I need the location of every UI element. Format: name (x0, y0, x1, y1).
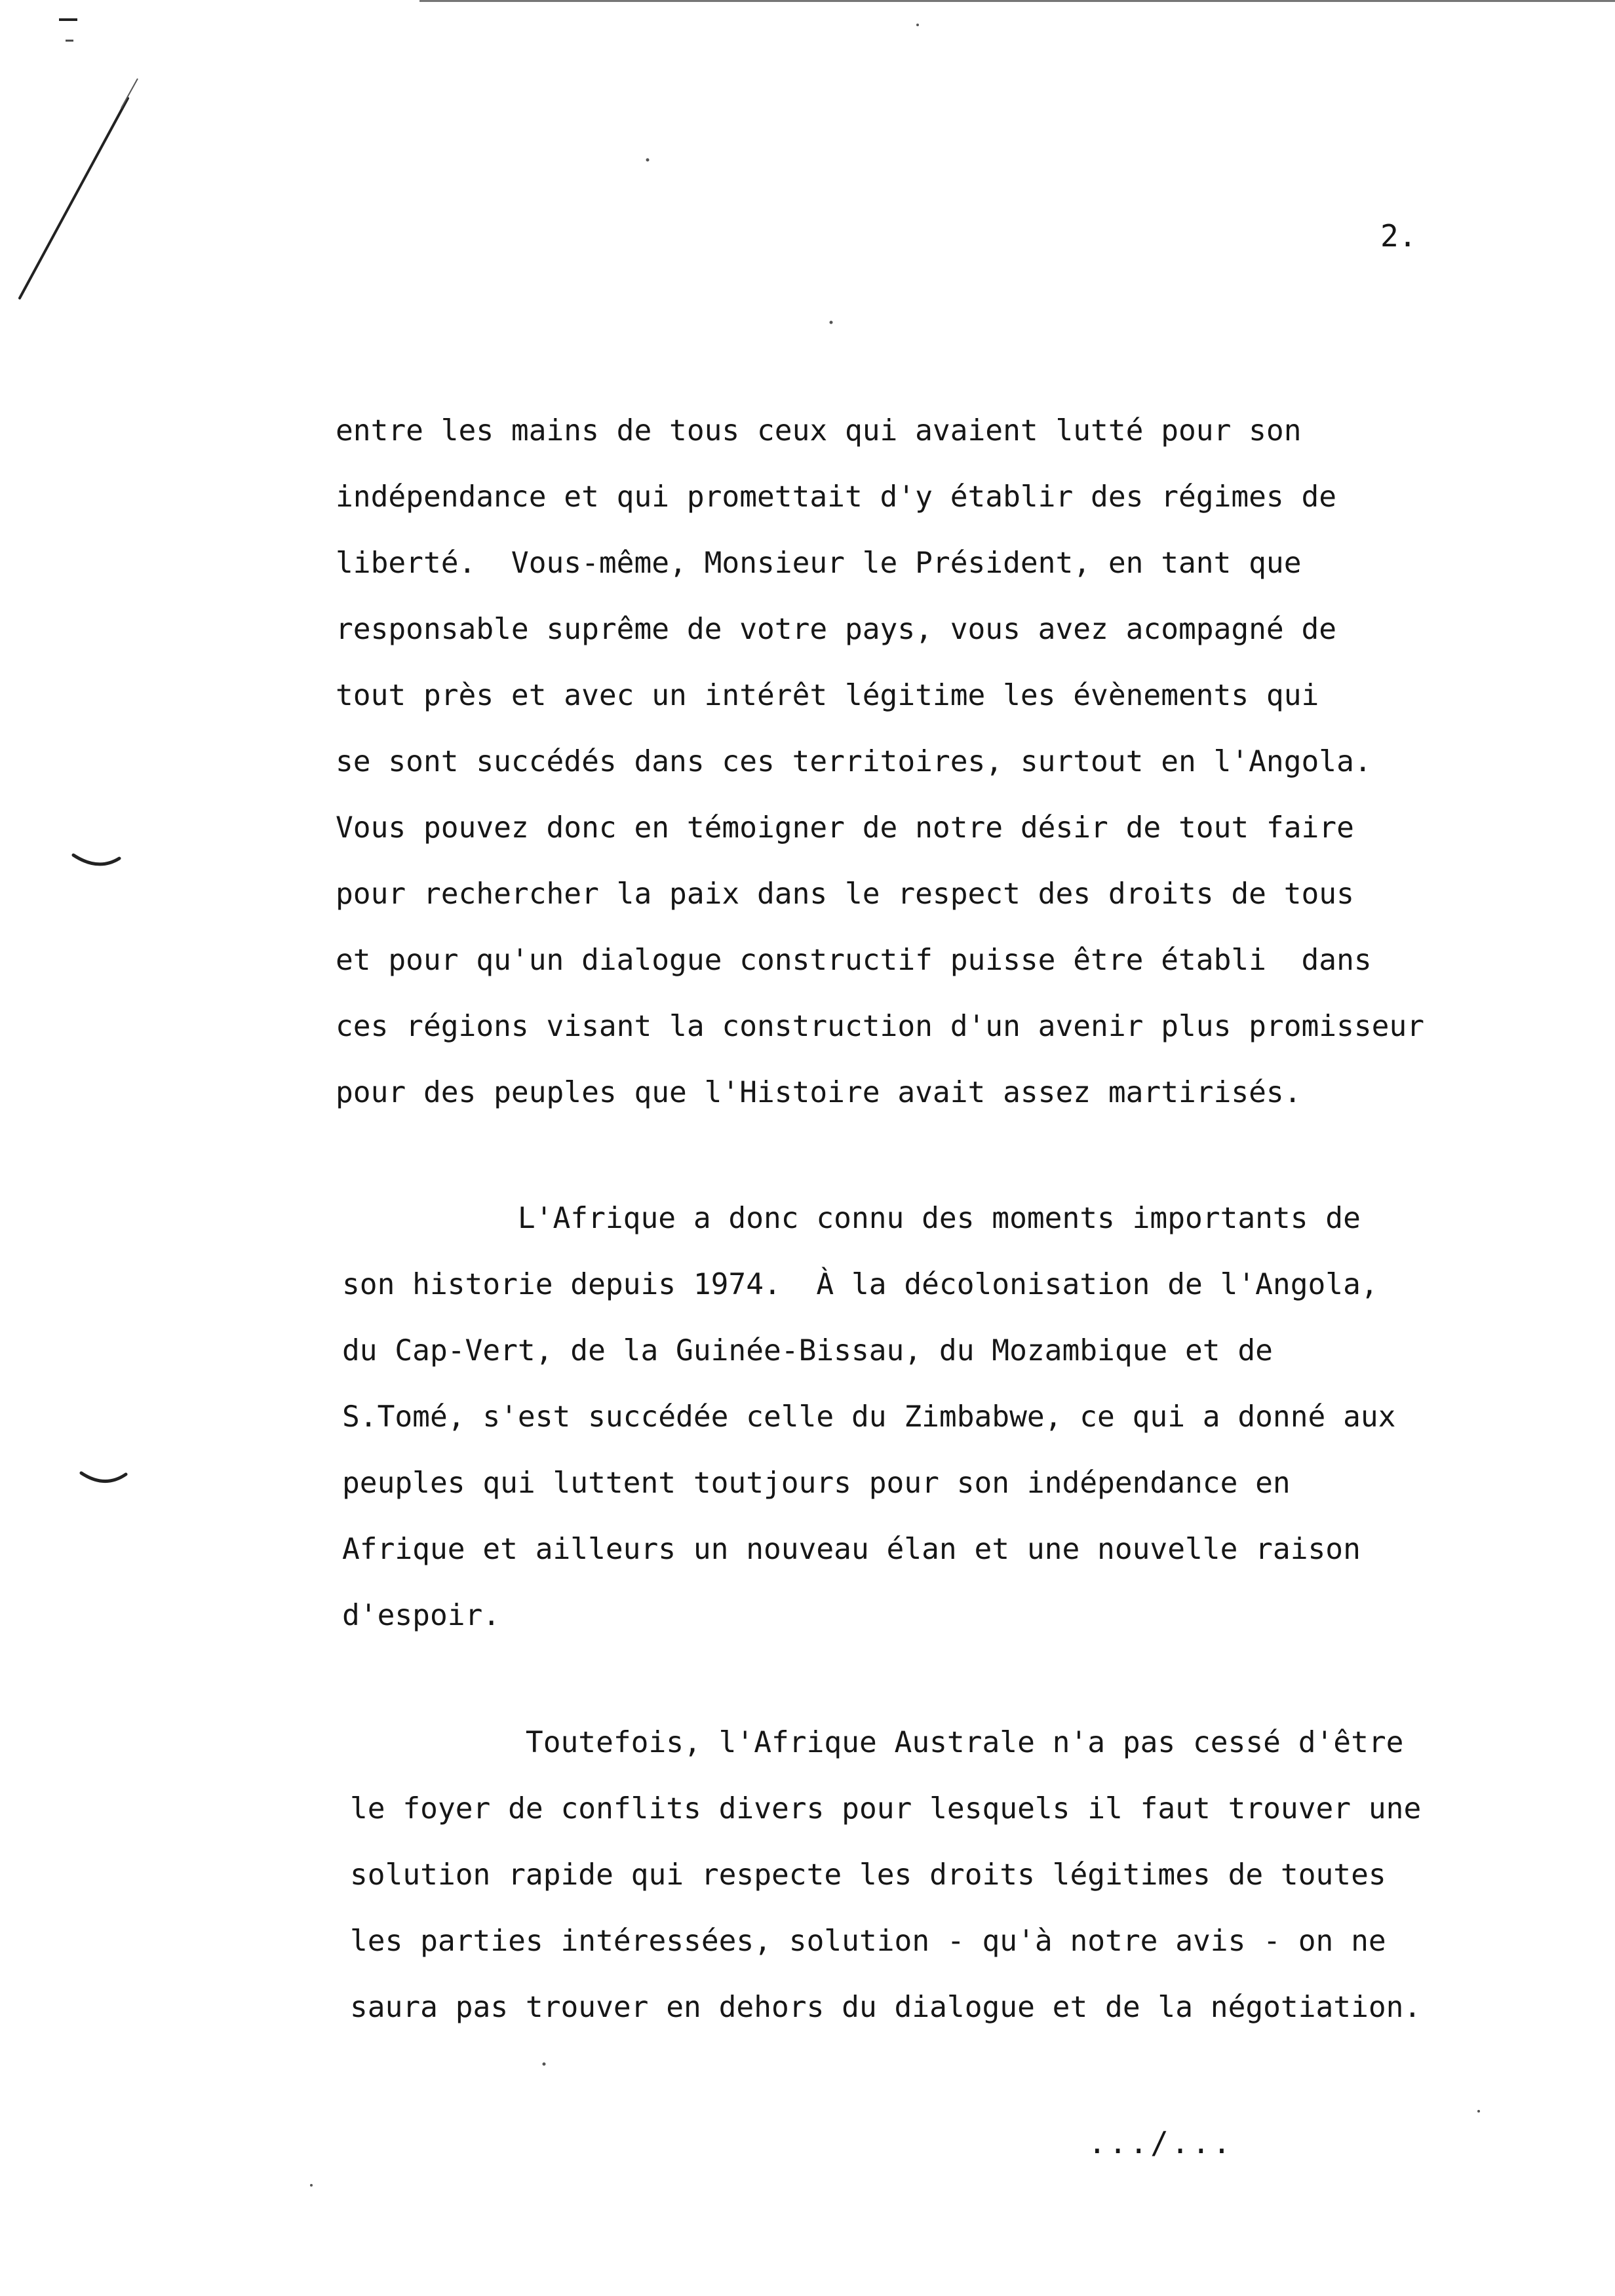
paragraph-1-line: liberté. Vous-même, Monsieur le Président, en tant que (336, 546, 1302, 580)
paragraph-3-line: saura pas trouver en dehors du dialogue et de la négotiation. (350, 1991, 1422, 2024)
speck (830, 321, 833, 324)
paragraph-1-line: pour rechercher la paix dans le respect des droits de tous (336, 877, 1354, 911)
continuation-mark: .../... (1088, 2125, 1234, 2160)
paragraph-2-line: L'Afrique a donc connu des moments importants de (342, 1202, 1361, 1235)
paragraph-2-line: son historie depuis 1974. À la décolonisation de l'Angola, (342, 1268, 1378, 1301)
pen-stroke-mark-tail (121, 79, 138, 108)
speck (916, 24, 919, 26)
page-number: 2. (1380, 218, 1417, 254)
paragraph-1-line: tout près et avec un intérêt légitime les évènements qui (336, 679, 1319, 712)
paragraph-1-line: pour des peuples que l'Histoire avait assez martirisés. (336, 1076, 1302, 1109)
paragraph-2-line: S.Tomé, s'est succédée celle du Zimbabwe, ce qui a donné aux (342, 1400, 1396, 1434)
paragraph-1-line: se sont succédés dans ces territoires, surtout en l'Angola. (336, 745, 1372, 778)
speck (1477, 2110, 1480, 2113)
paragraph-1-line: responsable suprême de votre pays, vous avez acompagné de (336, 613, 1337, 646)
speck (543, 2063, 546, 2066)
paragraph-3-line: solution rapide qui respecte les droits légitimes de toutes (350, 1858, 1386, 1892)
paragraph-1-line: ces régions visant la construction d'un avenir plus promisseur (336, 1010, 1425, 1043)
paragraph-1-line: et pour qu'un dialogue constructif puisse être établi dans (336, 944, 1372, 977)
speck (310, 2184, 313, 2187)
paragraph-3-line: les parties intéressées, solution - qu'à notre avis - on ne (350, 1924, 1386, 1958)
paragraph-2-line: d'espoir. (342, 1599, 501, 1632)
paragraph-2-line: Afrique et ailleurs un nouveau élan et une nouvelle raison (342, 1533, 1361, 1566)
paragraph-3-line: Toutefois, l'Afrique Australe n'a pas cessé d'être (350, 1726, 1404, 1759)
paragraph-1-line: entre les mains de tous ceux qui avaient lutté pour son (336, 414, 1302, 448)
punch-hole-mark-upper (73, 855, 119, 864)
punch-hole-mark-lower (81, 1473, 126, 1482)
paragraph-3-line: le foyer de conflits divers pour lesquels il faut trouver une (350, 1792, 1422, 1826)
paragraph-2-line: du Cap-Vert, de la Guinée-Bissau, du Mozambique et de (342, 1334, 1273, 1368)
speck (646, 159, 650, 162)
paragraph-1-line: Vous pouvez donc en témoigner de notre désir de tout faire (336, 811, 1354, 845)
pen-stroke-mark (20, 98, 128, 298)
paragraph-2-line: peuples qui luttent toutjours pour son indépendance en (342, 1466, 1291, 1500)
paragraph-1-line: indépendance et qui promettait d'y établir des régimes de (336, 480, 1337, 514)
